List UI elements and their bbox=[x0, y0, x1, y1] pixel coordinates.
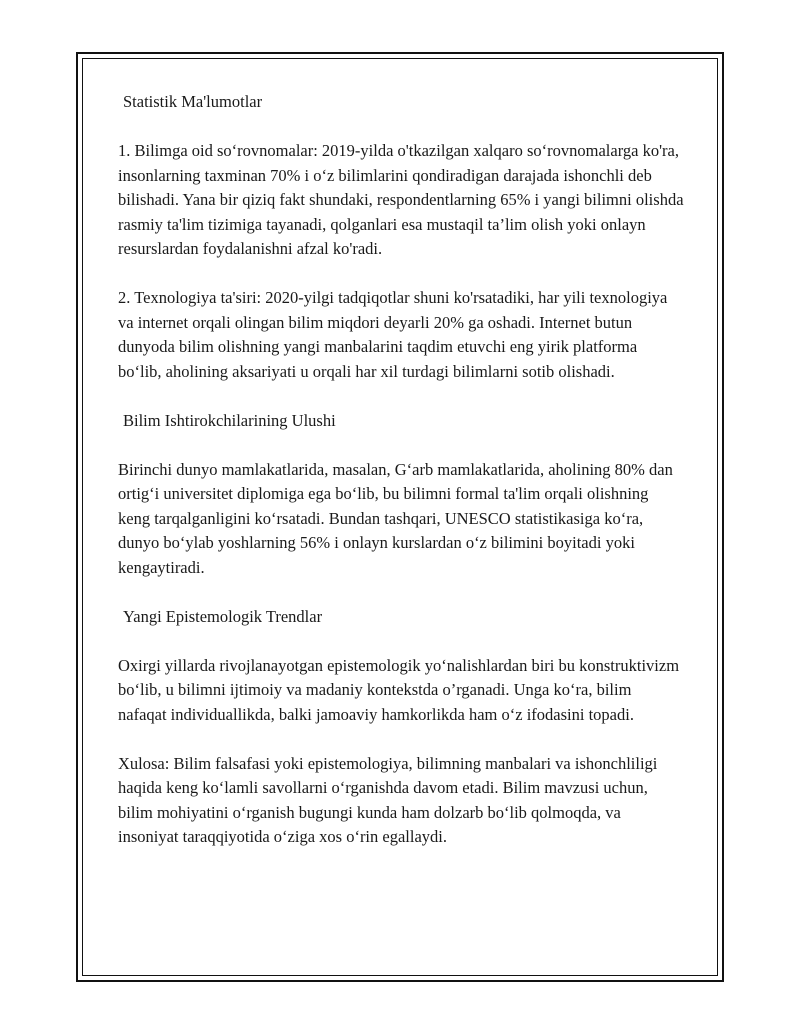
paragraph-trends: Oxirgi yillarda rivojlanayotgan epistemologik yo‘nalishlardan biri bu konstruktivizm bo‘lib, u bilimni ijtimoiy va madaniy kontekstda o’rganadi. Unga ko‘ra, bilim nafaqat individuallikda, balki jamoaviy hamkorlikda ham o‘z ifodasini topadi. bbox=[118, 655, 680, 724]
paragraph-technology: 2. Texnologiya ta'siri: 2020-yilgi tadqiqotlar shuni ko'rsatadiki, har yili texnologiya va internet orqali olingan bilim miqdori deyarli 20% ga oshadi. Internet butun dunyoda bilim olishning yangi manbalarini taqdim etuvchi eng yirik platforma bo‘lib, aholining aksariyati u orqali har xil turdagi bilimlarni sotib olishadi. bbox=[118, 288, 668, 381]
section-heading-participants: Bilim Ishtirokchilarining Ulushi bbox=[123, 410, 336, 430]
section-heading-statistics: Statistik Ma'lumotlar bbox=[123, 92, 263, 111]
paragraph-conclusion: Xulosa: Bilim falsafasi yoki epistemologiya, bilimning manbalari va ishonchliligi haqida keng ko‘lamli savollarni o‘rganishda davom etadi. Bilim mavzusi uchun, bilim mohiyatini o‘rganish bugungi kunda ham dolzarb bo‘lib qolmoqda, va insoniyat taraqqiyotida o‘ziga xos o‘rin egallaydi. bbox=[118, 753, 658, 846]
paragraph-participants: Birinchi dunyo mamlakatlarida, masalan, G‘arb mamlakatlarida, aholining 80% dan ortig‘i universitet diplomiga ega bo‘lib, bu bilimni formal ta'lim orqali olishning keng tarqalganligini ko‘rsatadi. Bundan tashqari, UNESCO statistikasiga ko‘ra, dunyo bo‘ylab yoshlarning 56% i onlayn kurslardan o‘z bilimini boyitadi yoki kengaytiradi. bbox=[118, 459, 673, 577]
section-heading-trends: Yangi Epistemologik Trendlar bbox=[123, 606, 323, 626]
document-body bbox=[118, 90, 684, 874]
paragraph-surveys: 1. Bilimga oid so‘rovnomalar: 2019-yilda o'tkazilgan xalqaro so‘rovnomalarga ko'ra, insonlarning taxminan 70% i o‘z bilimlarini qondiradigan darajada ishonchli deb bilishadi. Yana bir qiziq fakt shundaki, respondentlarning 65% i yangi bilimni olishda rasmiy ta'lim tizimiga tayanadi, qolganlari esa mustaqil ta’lim olish yoki onlayn resurslardan foydalanishni afzal ko'radi. bbox=[118, 141, 684, 258]
